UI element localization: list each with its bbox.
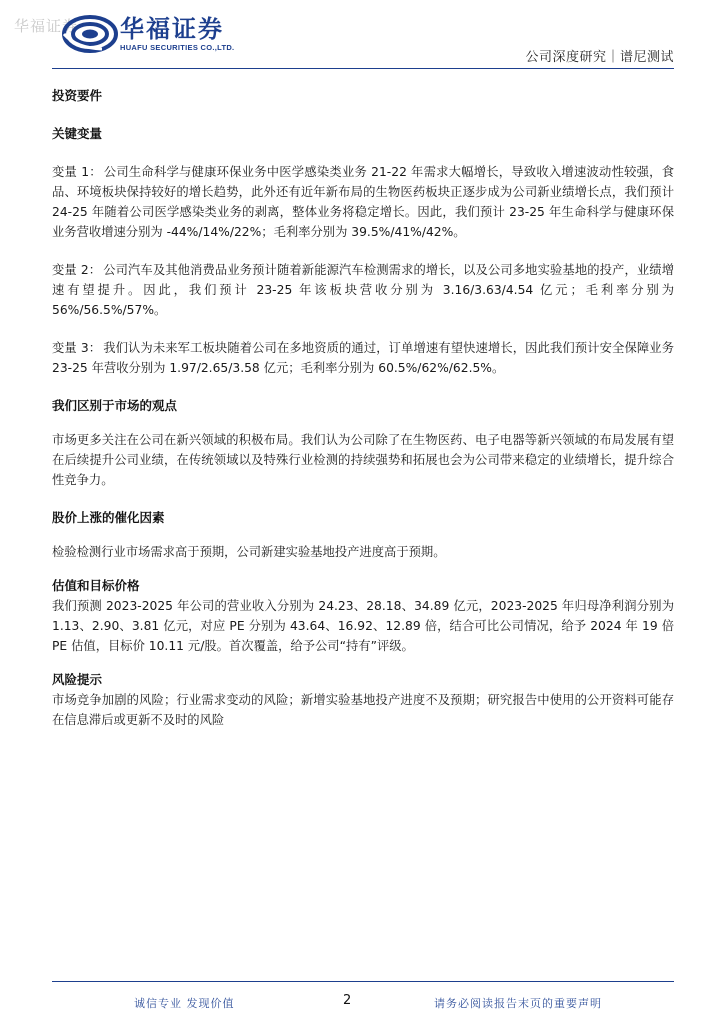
huafu-logo-icon [62, 14, 118, 54]
risks-text: 市场竞争加剧的风险；行业需求变动的风险；新增实验基地投产进度不及预期；研究报告中使用的公开资料可能存在信息滞后或更新不及时的风险 [52, 693, 674, 727]
company-logo [62, 14, 234, 54]
variable-1-text: 公司生命科学与健康环保业务中医学感染类业务 21-22 年需求大幅增长，导致收入增速波动性较强，食品、环境板块保持较好的增长趋势，此外还有近年新布局的生物医药板块正逐步成为公司新业绩增长点，我们预计 24-25 年随着公司医学感染类业务的剥离，整体业务将稳定增长。因此，我们预计 23-25 年生命科学与健康环保业务营收增速分别为 -44%/14%/22%；毛利率分别为 39.5%/41%/42%。 [52, 165, 674, 239]
footer-divider [52, 981, 674, 982]
differentiation-text: 市场更多关注在公司在新兴领域的积极布局。我们认为公司除了在生物医药、电子电器等新兴领域的布局发展有望在后续提升公司业绩，在传统领域以及特殊行业检测的持续强势和拓展也会为公司带来稳定的业绩增长，提升综合性竞争力。 [52, 433, 674, 487]
footer-slogan: 诚信专业 发现价值 [134, 997, 235, 1010]
footer-disclaimer: 请务必阅读报告末页的重要声明 [434, 997, 602, 1010]
section-title-investment-points: 投资要件 [52, 88, 103, 103]
section-title-differentiation: 我们区别于市场的观点 [52, 398, 178, 413]
variable-2-paragraph [52, 260, 674, 320]
section-title-valuation: 估值和目标价格 [52, 578, 140, 593]
header-divider [52, 68, 674, 69]
valuation-text: 我们预测 2023-2025 年公司的营业收入分别为 24.23、28.18、34.89 亿元，2023-2025 年归母净利润分别为 1.13、2.90、3.81 亿元，对应 PE 分别为 43.64、16.92、12.89 倍，结合可比公司情况，给予 2024 年 19 倍 PE 估值，目标价 10.11 元/股。首次覆盖，给予公司“持有”评级。 [52, 599, 674, 653]
section-title-risks: 风险提示 [52, 672, 103, 687]
catalysts-text: 检验检测行业市场需求高于预期，公司新建实验基地投产进度高于预期。 [52, 545, 446, 559]
page-number: 2 [343, 993, 352, 1008]
company-name-cn: 华福证券 [120, 15, 224, 43]
section-title-key-variables: 关键变量 [52, 126, 103, 141]
variable-3-label: 变量 3： [52, 341, 102, 355]
company-name-en: HUAFU SECURITIES CO.,LTD. [120, 43, 235, 52]
watermark: 华福证券 [14, 17, 79, 35]
report-body [52, 86, 674, 730]
report-type: 公司深度研究｜谱尼测试 [525, 50, 674, 65]
variable-2-label: 变量 2： [52, 263, 102, 277]
variable-2-text: 公司汽车及其他消费品业务预计随着新能源汽车检测需求的增长，以及公司多地实验基地的投产，业绩增速有望提升。因此，我们预计 23-25 年该板块营收分别为 3.16/3.63/4.54 亿元；毛利率分别为 56%/56.5%/57%。 [52, 263, 674, 317]
variable-3-text: 我们认为未来军工板块随着公司在多地资质的通过，订单增速有望快速增长，因此我们预计安全保障业务 23-25 年营收分别为 1.97/2.65/3.58 亿元；毛利率分别为 60.5%/62%/62.5%。 [52, 341, 674, 375]
section-title-catalysts: 股价上涨的催化因素 [52, 510, 165, 525]
page-header [62, 14, 674, 68]
variable-3-paragraph [52, 338, 674, 378]
variable-1-label: 变量 1： [52, 165, 102, 179]
variable-1-paragraph [52, 162, 674, 242]
